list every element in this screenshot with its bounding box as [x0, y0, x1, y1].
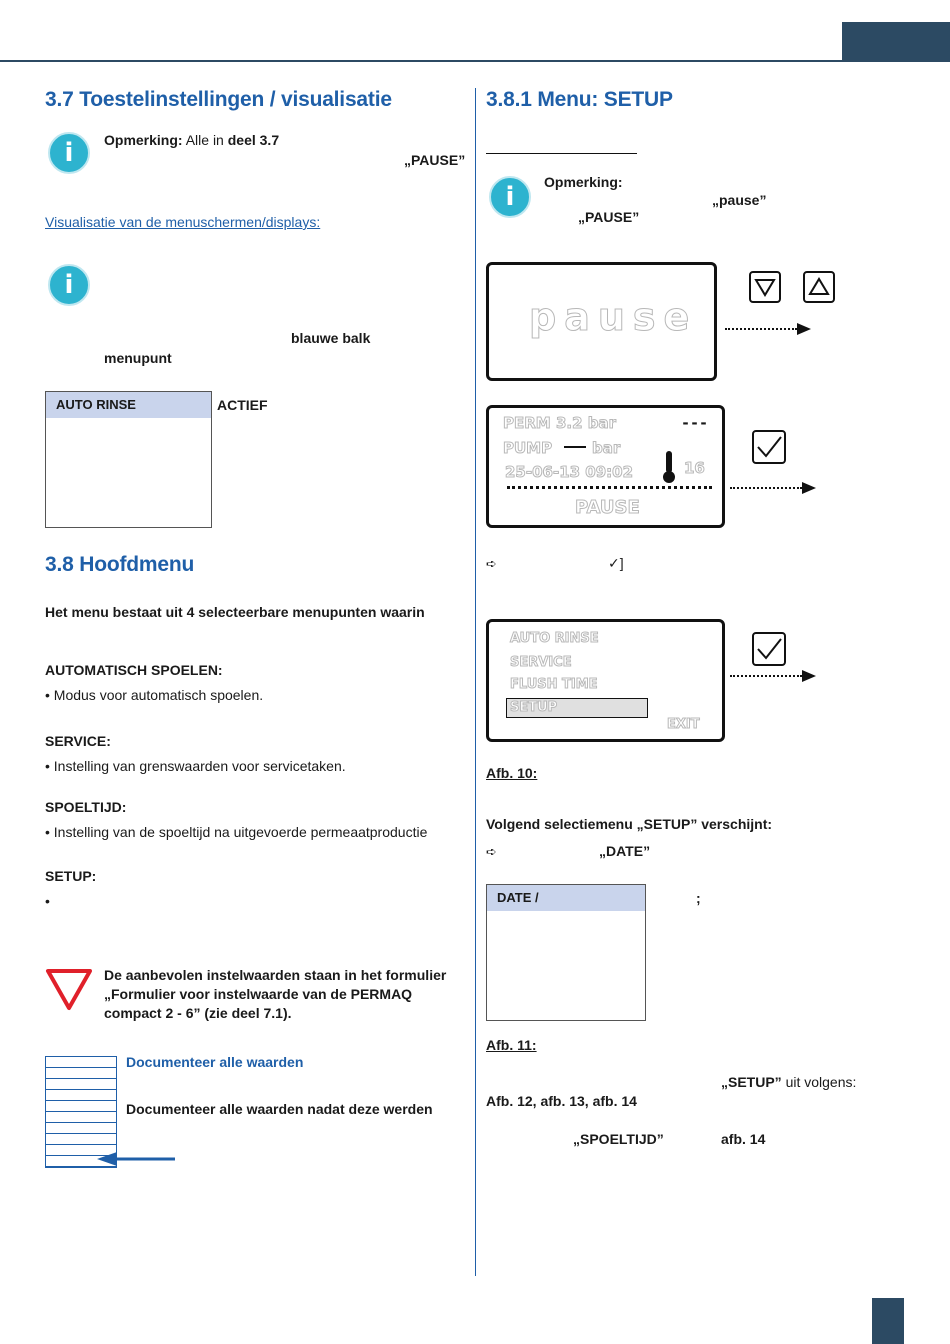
desc-auto-rinse: • Modus voor automatisch spoelen. — [45, 687, 264, 703]
figure-references: Afb. 12, afb. 13, afb. 14 — [486, 1093, 637, 1109]
active-label: ACTIEF — [217, 397, 268, 413]
uit-volgens: uit volgens: — [785, 1074, 857, 1090]
lcd-progress-dots — [507, 486, 712, 489]
figure-11-caption: Afb. 11: — [486, 1037, 537, 1053]
header-block — [842, 22, 950, 60]
lcd-pump-label: PUMP — [503, 439, 553, 457]
heading-auto-rinse: AUTOMATISCH SPOELEN: — [45, 662, 223, 678]
date-menu-bar: DATE / — [487, 885, 645, 911]
note-2-pause-upper: „PAUSE” — [578, 209, 640, 225]
section-3-8-1-title: 3.8.1 Menu: SETUP — [486, 88, 673, 111]
info-icon: i — [489, 176, 531, 218]
check-icon — [754, 634, 784, 664]
lcd-date-time: 25-06-13 09:02 — [505, 463, 634, 481]
page-number-block — [872, 1298, 904, 1344]
lcd-pump-blank — [564, 446, 586, 448]
document-note-1: Documenteer alle waarden — [126, 1054, 304, 1070]
step-arrow-icon: ➪ — [486, 556, 497, 571]
lcd-menu-display — [486, 619, 725, 742]
pointer-arrow-icon — [95, 1150, 177, 1168]
lcd-pump-unit: bar — [592, 439, 621, 457]
lcd-pause-display — [486, 262, 717, 381]
check-icon — [754, 432, 784, 462]
dotted-arrow — [730, 487, 802, 489]
note-1 — [104, 131, 279, 150]
desc-service: • Instelling van grenswaarden voor servicetaken. — [45, 758, 346, 774]
heading-service: SERVICE: — [45, 733, 111, 749]
lcd-menu-flush-time: FLUSH TIME — [510, 677, 598, 692]
column-divider — [475, 88, 476, 1276]
warning-text: De aanbevolen instelwaarden staan in het formulier „Formulier voor instelwaarde van de PERMAQ compact 2 - 6” (zie deel 7.1). — [104, 967, 447, 1021]
note-2-pause-lower: „pause” — [712, 192, 767, 208]
info-icon: i — [48, 132, 90, 174]
figure-14-ref: afb. 14 — [721, 1131, 766, 1147]
triangle-up-icon — [805, 273, 833, 301]
date-quote: „DATE” — [599, 843, 651, 859]
lcd-menu-service: SERVICE — [510, 655, 572, 670]
lcd-pause-status: PAUSE — [575, 497, 640, 518]
header-rule — [0, 60, 950, 62]
note-ref: deel 3.7 — [227, 132, 280, 148]
menu-intro: Het menu bestaat uit 4 selecteerbare menupunten waarin — [45, 604, 425, 620]
lcd-menu-setup: SETUP — [510, 700, 558, 715]
menu-item-term: menupunt — [104, 350, 172, 366]
flush-time-quote: „SPOELTIJD” — [573, 1131, 664, 1147]
note-2-label: Opmerking: — [544, 174, 623, 190]
step-arrow-icon: ➪ — [486, 844, 497, 859]
blue-bar-term: blauwe balk — [291, 330, 371, 346]
desc-flush-time: • Instelling van de spoeltijd na uitgevoerde permeaatproductie — [45, 824, 428, 840]
setup-quote: „SETUP” — [721, 1074, 782, 1090]
note-pause: „PAUSE” — [404, 152, 466, 168]
figure-10-caption: Afb. 10: — [486, 765, 538, 781]
setup-follow-text — [721, 1073, 856, 1092]
up-arrow-button[interactable] — [803, 271, 835, 303]
lcd-perm-line: PERM 3.2 bar — [503, 414, 616, 432]
info-icon: i — [48, 264, 90, 306]
lcd-temperature: 16 — [684, 459, 705, 477]
down-arrow-button[interactable] — [749, 271, 781, 303]
thermometer-icon — [662, 450, 676, 484]
setup-menu-intro: Volgend selectiemenu „SETUP” verschijnt: — [486, 816, 773, 832]
lcd-menu-auto-rinse: AUTO RINSE — [510, 631, 599, 646]
lcd-status-display — [486, 405, 725, 528]
arrowhead-icon — [797, 323, 811, 335]
warning-triangle-icon — [45, 968, 93, 1012]
confirm-button[interactable] — [752, 430, 786, 464]
section-3-8-title: 3.8 Hoofdmenu — [45, 553, 195, 576]
dotted-arrow — [725, 328, 797, 330]
menu-highlight-bar: AUTO RINSE — [46, 392, 211, 418]
check-reference: ✓] — [608, 555, 624, 571]
menu-example-box — [45, 391, 212, 528]
arrowhead-icon — [802, 482, 816, 494]
arrowhead-icon — [802, 670, 816, 682]
lcd-pause-text: pause — [529, 295, 698, 339]
short-rule — [486, 153, 637, 154]
heading-setup: SETUP: — [45, 868, 97, 884]
confirm-button[interactable] — [752, 632, 786, 666]
document-note-2: Documenteer alle waarden nadat deze werden — [126, 1101, 433, 1117]
triangle-down-icon — [751, 273, 779, 301]
date-menu-box — [486, 884, 646, 1021]
desc-setup-bullet: • — [45, 893, 50, 909]
visualisation-link[interactable]: Visualisatie van de menuschermen/displays: — [45, 214, 321, 230]
lcd-menu-exit: EXIT — [667, 717, 700, 732]
section-3-7-title: 3.7 Toestelinstellingen / visualisatie — [45, 88, 392, 111]
note-text: Alle in — [185, 132, 224, 148]
lcd-dash: --- — [681, 414, 709, 432]
semicolon: ; — [696, 890, 701, 906]
note-label: Opmerking: — [104, 132, 183, 148]
dotted-arrow — [730, 675, 802, 677]
heading-flush-time: SPOELTIJD: — [45, 799, 127, 815]
